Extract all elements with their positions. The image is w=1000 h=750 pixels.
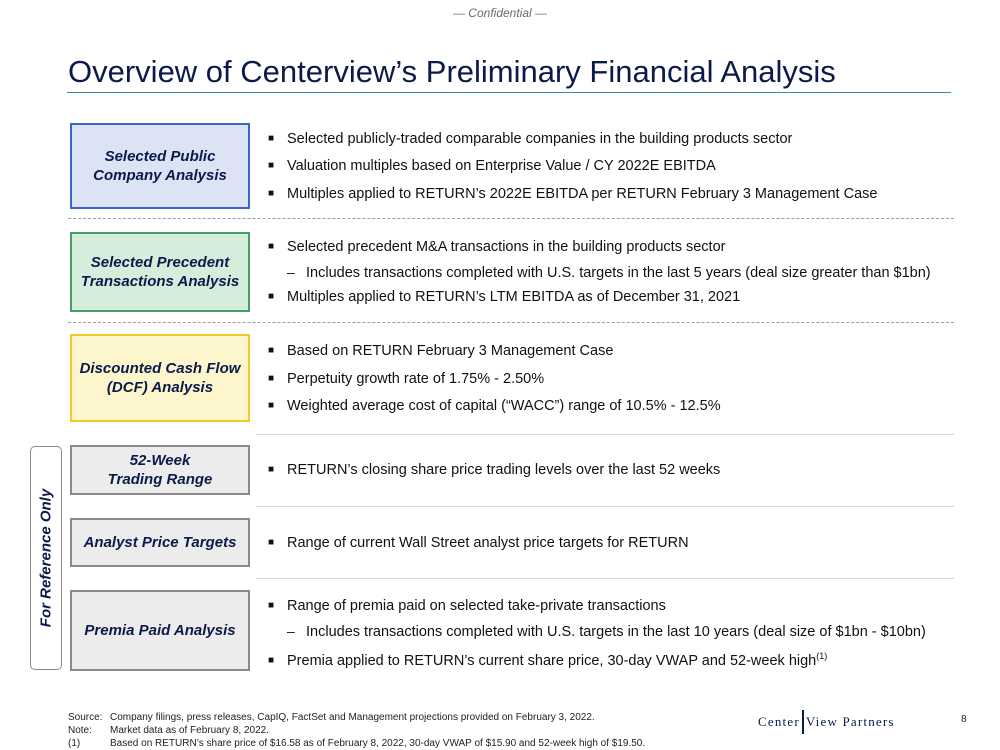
square-bullet-icon: ■ — [268, 291, 275, 302]
square-bullet-icon: ■ — [268, 241, 275, 252]
section-divider — [256, 506, 954, 507]
trading-range-label-line1: 52-Week — [129, 452, 191, 469]
bullet-item: ■ RETURN’s closing share price trading levels over the last 52 weeks — [268, 462, 721, 478]
dcf-box — [70, 334, 250, 422]
footnote-note: Note: Market data as of February 8, 2022. — [68, 725, 269, 736]
bullet-item: ■ Based on RETURN February 3 Management Case — [268, 343, 614, 359]
for-reference-only-badge — [30, 446, 62, 670]
for-reference-only-label: For Reference Only — [37, 488, 55, 628]
bullet-item: ■ Range of current Wall Street analyst price targets for RETURN — [268, 535, 689, 551]
analyst-targets-box — [70, 518, 250, 567]
page-number: 8 — [961, 714, 967, 725]
bullet-item: ■ Multiples applied to RETURN’s 2022E EBITDA per RETURN February 3 Management Case — [268, 186, 878, 202]
bullet-item: ■ Valuation multiples based on Enterprise Value / CY 2022E EBITDA — [268, 158, 716, 174]
section-divider — [68, 322, 954, 323]
footnote-source: Source: Company filings, press releases, CapIQ, FactSet and Management projections provided on February 3, 2022. — [68, 712, 595, 723]
square-bullet-icon: ■ — [268, 188, 275, 199]
dash-bullet-icon: – — [287, 264, 295, 280]
page-title: Overview of Centerview’s Preliminary Financial Analysis — [68, 54, 836, 89]
square-bullet-icon: ■ — [268, 537, 275, 548]
sub-bullet-item: – Includes transactions completed with U.S. targets in the last 5 years (deal size greater than $1bn) — [287, 264, 931, 281]
analyst-targets-label: Analyst Price Targets — [83, 534, 237, 551]
bullet-item: ■ Selected publicly-traded comparable companies in the building products sector — [268, 131, 793, 147]
bullet-item: ■ Selected precedent M&A transactions in the building products sector — [268, 239, 726, 255]
trading-range-label-line2: Trading Range — [107, 471, 213, 488]
trading-range-box — [70, 445, 250, 495]
footnote-reference: (1) — [816, 651, 828, 661]
dash-bullet-icon: – — [287, 623, 295, 639]
square-bullet-icon: ■ — [268, 133, 275, 144]
sub-bullet-item: – Includes transactions completed with U.S. targets in the last 10 years (deal size of $1bn - $10bn) — [287, 623, 926, 640]
bullet-item: ■ Multiples applied to RETURN’s LTM EBITDA as of December 31, 2021 — [268, 289, 741, 305]
square-bullet-icon: ■ — [268, 373, 275, 384]
public-company-label: Selected Public Company Analysis — [93, 148, 227, 184]
square-bullet-icon: ■ — [268, 600, 275, 611]
bullet-item: ■ Weighted average cost of capital (“WACC”) range of 10.5% - 12.5% — [268, 398, 721, 414]
precedent-transactions-label: Selected Precedent Transactions Analysis — [80, 254, 240, 290]
bullet-item: ■ Premia applied to RETURN’s current share price, 30-day VWAP and 52-week high$^{(1)}$ — [268, 651, 828, 669]
dcf-label: Discounted Cash Flow (DCF) Analysis — [79, 360, 241, 396]
premia-paid-label: Premia Paid Analysis — [84, 622, 236, 639]
premia-paid-box — [70, 590, 250, 671]
centerview-partners-logo — [758, 709, 895, 735]
precedent-transactions-box — [70, 232, 250, 312]
square-bullet-icon: ■ — [268, 345, 275, 356]
logo-divider — [802, 710, 804, 734]
section-divider — [256, 434, 954, 435]
confidential-label: — Confidential — — [452, 6, 548, 20]
footnotes — [68, 711, 645, 750]
bullet-item: ■ Range of premia paid on selected take-private transactions — [268, 598, 666, 614]
bullet-item: ■ Perpetuity growth rate of 1.75% - 2.50% — [268, 371, 545, 387]
section-divider — [256, 578, 954, 579]
logo-text-right: View Partners — [805, 714, 895, 729]
logo-text-left: Center — [758, 714, 800, 729]
footnote-1: (1) Based on RETURN’s share price of $16.58 as of February 8, 2022, 30-day VWAP of $15.90 and 52-week high of $19.50. — [68, 738, 646, 749]
square-bullet-icon: ■ — [268, 464, 275, 475]
title-divider — [67, 92, 951, 93]
public-company-box — [70, 123, 250, 209]
section-divider — [68, 218, 954, 219]
square-bullet-icon: ■ — [268, 400, 275, 411]
square-bullet-icon: ■ — [268, 160, 275, 171]
square-bullet-icon: ■ — [268, 654, 275, 666]
